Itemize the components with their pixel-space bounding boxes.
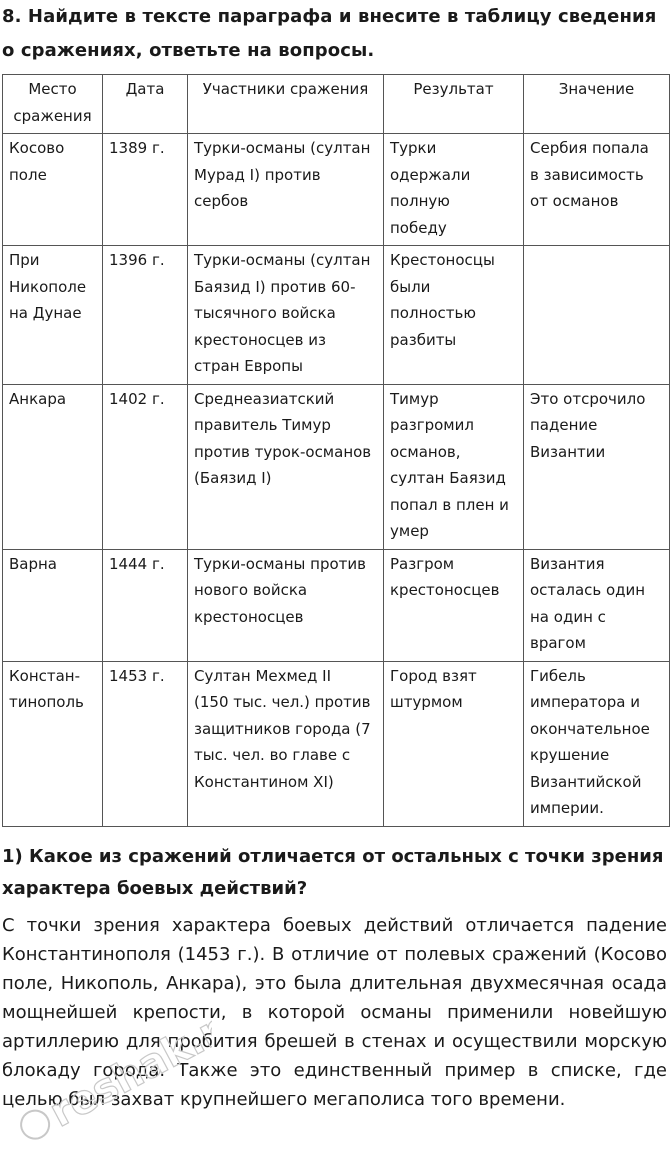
table-row [3,384,670,549]
cell-date: 1444 г. [103,549,188,661]
cell-significance: Византия осталась один на один с врагом [524,549,670,661]
cell-participants: Среднеазиатский правитель Тимур против турок-османов (Баязид I) [188,384,384,549]
table-row [3,661,670,826]
cell-place: Косово поле [3,134,103,246]
cell-result: Крестоносцы были полностью разбиты [384,246,524,385]
header-participants: Участники сражения [188,75,384,134]
cell-place: При Никополе на Дунае [3,246,103,385]
cell-place: Варна [3,549,103,661]
task-heading: 8. Найдите в тексте параграфа и внесите в таблицу сведения о сражениях, ответьте на вопросы. [2,6,657,61]
cell-significance [524,246,670,385]
answer-1: С точки зрения характера боевых действий отличается падение Константинополя (1453 г.). В отличие от полевых сражений (Косово поле, Никополь, Анкара), это была длительная двухмесячная осада мощнейшей крепости, в которой османы применили новейшую артиллерию для пробития брешей в стенах и осуществили морскую блокаду города. Также это единственный пример в списке, где целью был захват крупнейшего мегаполиса того времени. [2,914,667,1110]
table-row [3,549,670,661]
cell-significance: Гибель императора и окончательное крушение Византийской империи. [524,661,670,826]
header-date: Дата [103,75,188,134]
cell-significance: Это отсрочило падение Византии [524,384,670,549]
cell-date: 1453 г. [103,661,188,826]
cell-participants: Турки-османы (султан Баязид I) против 60- тысячного войска крестоносцев из стран Европы [188,246,384,385]
cell-significance: Сербия попала в зависимость от османов [524,134,670,246]
cell-place: Анкара [3,384,103,549]
header-significance: Значение [524,75,670,134]
cell-result: Турки одержали полную победу [384,134,524,246]
cell-result: Разгром крестоносцев [384,549,524,661]
question-1: 1) Какое из сражений отличается от остальных с точки зрения характера боевых действий? [2,845,664,899]
cell-participants: Турки-османы против нового войска крестоносцев [188,549,384,661]
cell-date: 1402 г. [103,384,188,549]
cell-result: Город взят штурмом [384,661,524,826]
header-result: Результат [384,75,524,134]
watermark-text: reshak.ru [42,1010,212,1137]
header-place: Место сражения [3,75,103,134]
table-row [3,246,670,385]
cell-date: 1389 г. [103,134,188,246]
table-header-row [3,75,670,134]
cell-participants: Султан Мехмед II (150 тыс. чел.) против защитников города (7 тыс. чел. во главе с Константином XI) [188,661,384,826]
cell-result: Тимур разгромил османов, султан Баязид попал в плен и умер [384,384,524,549]
battles-table [2,74,670,827]
cell-participants: Турки-османы (султан Мурад I) против сербов [188,134,384,246]
table-row [3,134,670,246]
cell-date: 1396 г. [103,246,188,385]
cell-place: Констан- тинополь [3,661,103,826]
